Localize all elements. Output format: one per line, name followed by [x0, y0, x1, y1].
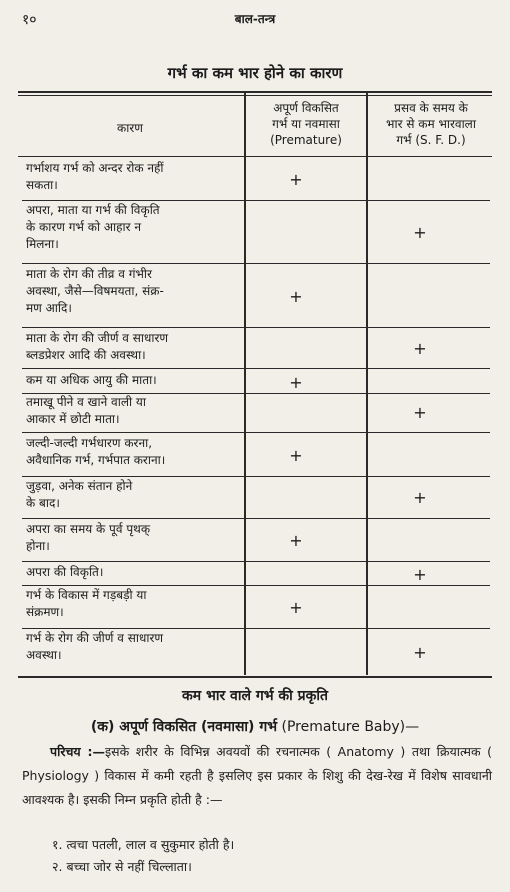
sfd-mark: + — [413, 403, 427, 422]
reason-line: जल्दी-जल्दी गर्भधारण करना, — [26, 436, 153, 450]
reason-line: गर्भ के रोग की जीर्ण व साधारण — [26, 631, 164, 645]
table-top-rule-2 — [18, 95, 492, 96]
intro-label: परिचय :— — [50, 744, 106, 759]
subtitle-hindi: (क) अपूर्ण विकसित (नवमासा) गर्भ — [90, 719, 278, 735]
column-header-premature — [246, 100, 366, 148]
row-divider — [22, 327, 490, 328]
sfd-mark: + — [413, 488, 427, 507]
section-subtitle — [0, 717, 510, 736]
column-header-premature-line: (Premature) — [270, 133, 342, 147]
premature-mark: + — [289, 286, 303, 306]
reason-line: होना। — [26, 539, 50, 553]
intro-text: इसके शरीर के विभिन्न अवयवों की रचनात्मक ( Anatomy ) तथा क्रियात्मक ( Physiology ) विकास में कमी रहती है इसलिए इस प्रकार के शिशु की देख-रेख में विशेष सावधानी आवश्यक है। इसकी निम्न प्रकृति होती है :— — [22, 744, 492, 807]
table-row-reason — [26, 435, 238, 469]
reason-line: के बाद। — [26, 496, 60, 510]
column-header-premature-line: अपूर्ण विकसित — [273, 101, 339, 115]
table-bottom-rule — [18, 676, 492, 678]
reason-line: संक्रमण। — [26, 605, 64, 619]
row-divider — [22, 585, 490, 586]
table-row-reason — [26, 521, 238, 555]
table-row-reason — [26, 160, 238, 194]
premature-mark: + — [289, 531, 303, 550]
running-title: बाल-तन्त्र — [234, 12, 276, 26]
reason-line: अपरा, माता या गर्भ की विकृति — [26, 203, 160, 217]
table-row-reason — [26, 202, 238, 253]
row-divider — [22, 476, 490, 477]
column-header-premature-line: गर्भ या नवमासा — [272, 117, 340, 131]
table-row-reason — [26, 266, 238, 317]
premature-mark: + — [289, 372, 303, 392]
sfd-mark: + — [413, 222, 427, 242]
reason-line: माता के रोग की तीव्र व गंभीर — [26, 267, 152, 281]
premature-mark: + — [289, 170, 303, 189]
column-header-sfd — [370, 100, 492, 148]
table-row-reason — [26, 372, 238, 389]
table-row-reason — [26, 330, 238, 364]
column-divider — [366, 93, 368, 675]
reason-line: अपरा की विकृति। — [26, 565, 104, 579]
row-divider — [22, 263, 490, 264]
premature-mark: + — [289, 597, 303, 617]
row-divider — [22, 200, 490, 201]
row-divider — [22, 628, 490, 629]
column-header-reason: कारण — [117, 121, 143, 135]
reason-line: मिलना। — [26, 237, 59, 251]
table-row-reason — [26, 564, 238, 581]
table-row-reason — [26, 630, 238, 664]
reason-line: मण आदि। — [26, 301, 72, 315]
subtitle-english: (Premature Baby)— — [277, 719, 420, 735]
row-divider — [22, 518, 490, 519]
page-number: १० — [22, 12, 37, 28]
sfd-mark: + — [413, 339, 427, 358]
table-title: गर्भ का कम भार होने का कारण — [167, 64, 343, 82]
section-title: कम भार वाले गर्भ की प्रकृति — [181, 688, 329, 704]
intro-paragraph — [22, 740, 492, 812]
row-divider — [22, 368, 490, 369]
reason-line: गर्भाशय गर्भ को अन्दर रोक नहीं — [26, 161, 164, 175]
reason-line: माता के रोग की जीर्ण व साधारण — [26, 331, 169, 345]
reason-line: गर्भ के विकास में गड़बड़ी या — [26, 588, 147, 602]
reason-line: आकार में छोटी माता। — [26, 412, 120, 426]
reason-line: सकता। — [26, 178, 58, 192]
table-top-rule — [18, 91, 492, 93]
list-item: १. त्वचा पतली, लाल व सुकुमार होती है। — [52, 837, 235, 852]
column-header-sfd-line: भार से कम भारवाला — [386, 117, 476, 131]
property-list — [52, 834, 234, 878]
list-item: २. बच्चा जोर से नहीं चिल्लाता। — [52, 859, 192, 874]
reason-line: ब्लडप्रेशर आदि की अवस्था। — [26, 348, 146, 362]
row-divider — [22, 561, 490, 562]
row-divider — [22, 432, 490, 433]
table-row-reason — [26, 478, 238, 512]
reason-line: के कारण गर्भ को आहार न — [26, 220, 142, 234]
reason-line: तमाखू पीने व खाने वाली या — [26, 395, 146, 409]
column-header-sfd-line: गर्भ (S. F. D.) — [396, 133, 466, 147]
reason-line: कम या अधिक आयु की माता। — [26, 373, 157, 387]
premature-mark: + — [289, 445, 303, 465]
sfd-mark: + — [413, 564, 427, 584]
reason-line: अवैधानिक गर्भ, गर्भपात कराना। — [26, 453, 166, 467]
column-divider — [244, 93, 246, 675]
header-bottom-rule — [18, 156, 492, 157]
table-row-reason — [26, 394, 238, 428]
reason-line: अवस्था। — [26, 648, 62, 662]
column-header-sfd-line: प्रसव के समय के — [394, 101, 468, 115]
sfd-mark: + — [413, 643, 427, 662]
table-row-reason — [26, 587, 238, 621]
reason-line: जुड़वा, अनेक संतान होने — [26, 479, 133, 493]
reason-line: अवस्था, जैसे—विषमयता, संक्र- — [26, 284, 164, 298]
reason-line: अपरा का समय के पूर्व पृथक् — [26, 522, 151, 536]
